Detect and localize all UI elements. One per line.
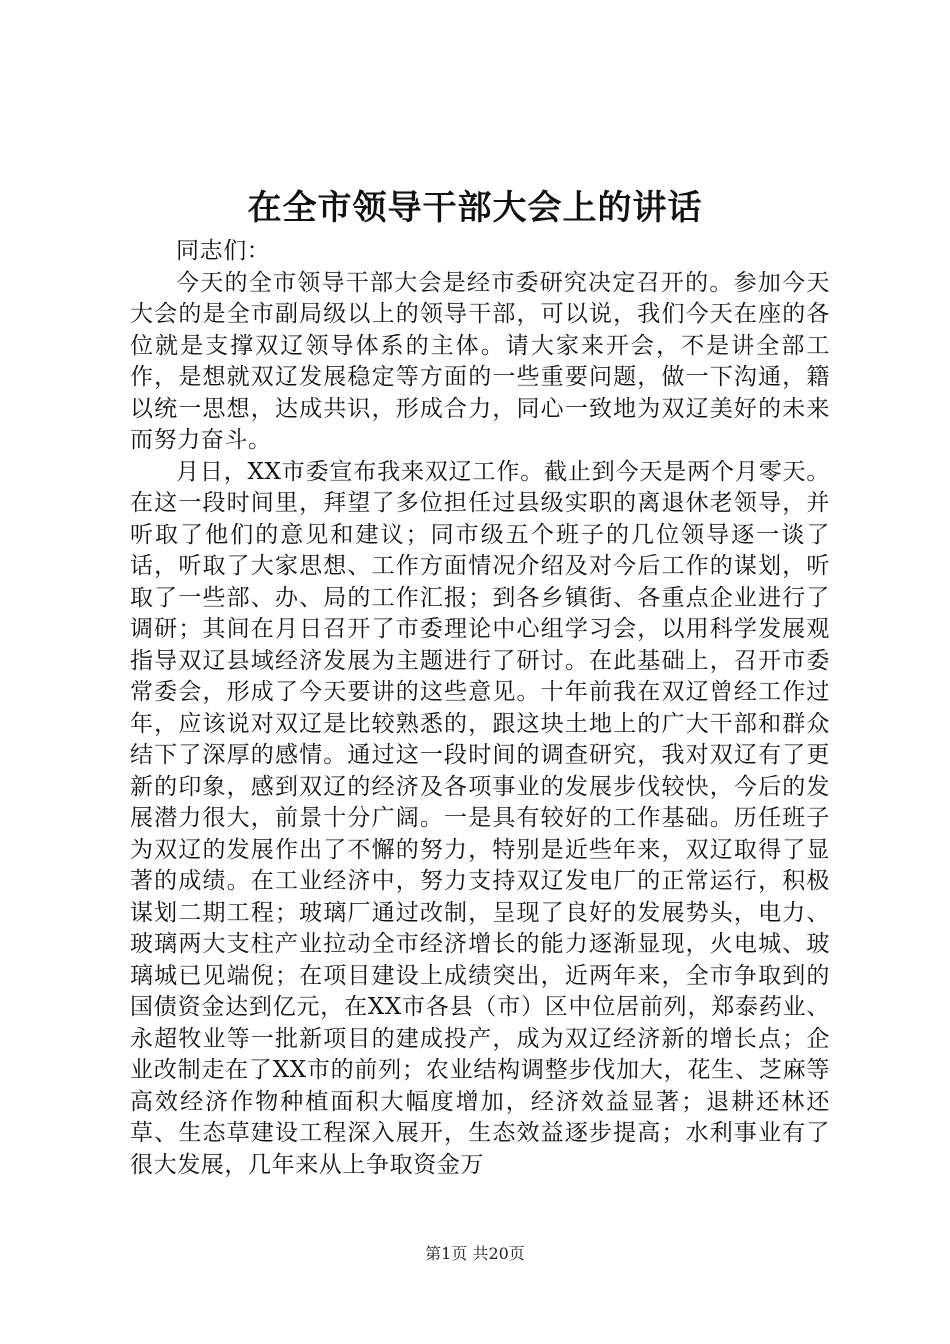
paragraph-1: 今天的全市领导干部大会是经市委研究决定召开的。参加今天大会的是全市副局级以上的领导干部，可以说，我们今天在座的各位就是支撑双辽领导体系的主体。请大家来开会，不是讲全部工作，是想就双辽发展稳定等方面的一些重要问题，做一下沟通，籍以统一思想，达成共识，形成合力，同心一致地为双辽美好的未来而努力奋斗。 xyxy=(130,269,830,453)
document-title: 在全市领导干部大会上的讲话 xyxy=(247,188,703,228)
page-number-footer: 第1页 共20页 xyxy=(425,1244,525,1263)
paragraph-2: 月日，XX市委宣布我来双辽工作。截止到今天是两个月零天。在这一段时间里，拜望了多位担任过县级实职的离退休老领导，并听取了他们的意见和建议；同市级五个班子的几位领导逐一谈了话，听取了大家思想、工作方面情况介绍及对今后工作的谋划，听取了一些部、办、局的工作汇报；到各乡镇街、各重点企业进行了调研；其间在月日召开了市委理论中心组学习会，以用科学发展观指导双辽县域经济发展为主题进行了研讨。在此基础上，召开市委常委会，形成了今天要讲的这些意见。十年前我在双辽曾经工作过年，应该说对双辽是比较熟悉的，跟这块土地上的广大干部和群众结下了深厚的感情。通过这一段时间的调查研究，我对双辽有了更新的印象，感到双辽的经济及各项事业的发展步伐较快，今后的发展潜力很大，前景十分广阔。一是具有较好的工作基础。历任班子为双辽的发展作出了不懈的努力，特别是近些年来，双辽取得了显著的成绩。在工业经济中，努力支持双辽发电厂的正常运行，积极谋划二期工程；玻璃厂通过改制，呈现了良好的发展势头，电力、玻璃两大支柱产业拉动全市经济增长的能力逐渐显现，火电城、玻璃城已见端倪；在项目建设上成绩突出，近两年来，全市争取到的国债资金达到亿元，在XX市各县（市）区中位居前列，郑泰药业、永超牧业等一批新项目的建成投产，成为双辽经济新的增长点；企业改制走在了XX市的前列；农业结构调整步伐加大，花生、芝麻等高效经济作物种植面积大幅度增加，经济效益显著；退耕还林还草、生态草建设工程深入展开，生态效益逐步提高；水利事业有了很大发展，几年来从上争取资金万 xyxy=(130,458,830,1178)
document-body xyxy=(130,236,830,1181)
salutation: 同志们： xyxy=(176,238,271,264)
